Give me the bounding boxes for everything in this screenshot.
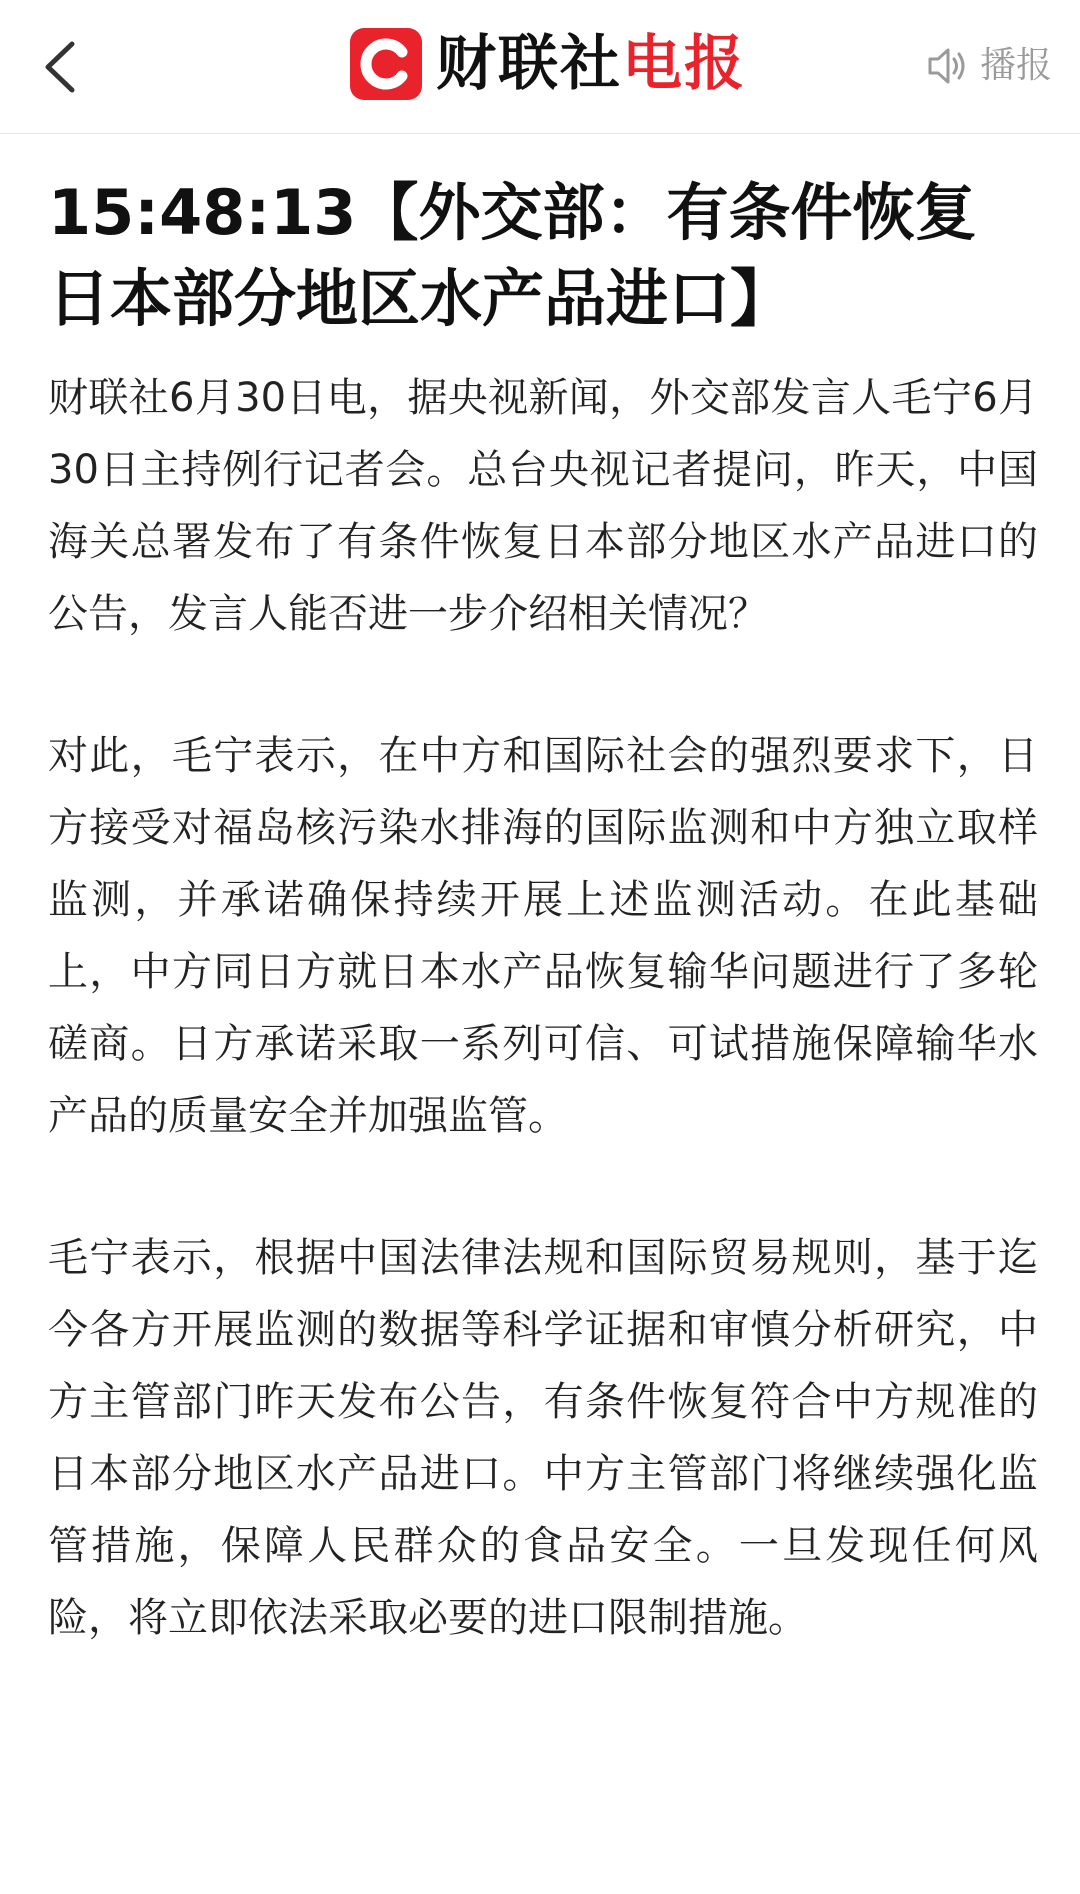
article-title: 【外交部：有条件恢复日本部分地区水产品进口】 bbox=[48, 176, 977, 335]
article-paragraph: 毛宁表示，根据中国法律法规和国际贸易规则，基于迄今各方开展监测的数据等科学证据和审慎分析研究，中方主管部门昨天发布公告，有条件恢复符合中方规准的日本部分地区水产品进口。中方主管部门将继续强化监管措施，保障人民群众的食品安全。一旦发现任何风险，将立即依法采取必要的进口限制措施。 bbox=[48, 1235, 1038, 1641]
brand-logo-group bbox=[350, 26, 746, 102]
article-time: 15:48:13 bbox=[48, 176, 357, 249]
speaker-icon bbox=[924, 43, 970, 89]
brand-name-highlight: 电报 bbox=[622, 29, 746, 99]
broadcast-button[interactable] bbox=[924, 38, 1052, 94]
article-body bbox=[48, 170, 1038, 1654]
back-button[interactable] bbox=[34, 34, 94, 100]
article-headline bbox=[48, 170, 1038, 342]
chevron-left-icon bbox=[34, 34, 94, 100]
article-paragraph: 对此，毛宁表示，在中方和国际社会的强烈要求下，日方接受对福岛核污染水排海的国际监测和中方独立取样监测，并承诺确保持续开展上述监测活动。在此基础上，中方同日方就日本水产品恢复输华问题进行了多轮磋商。日方承诺采取一系列可信、可试措施保障输华水产品的质量安全并加强监管。 bbox=[48, 733, 1038, 1139]
brand-logo-icon bbox=[350, 28, 422, 100]
brand-name: 财联社 bbox=[436, 29, 622, 99]
broadcast-label: 播报 bbox=[979, 45, 1052, 86]
article-paragraph: 财联社6月30日电，据央视新闻，外交部发言人毛宁6月30日主持例行记者会。总台央视记者提问，昨天，中国海关总署发布了有条件恢复日本部分地区水产品进口的公告，发言人能否进一步介绍相关情况？ bbox=[48, 375, 1038, 637]
top-navigation-bar bbox=[0, 0, 1080, 134]
